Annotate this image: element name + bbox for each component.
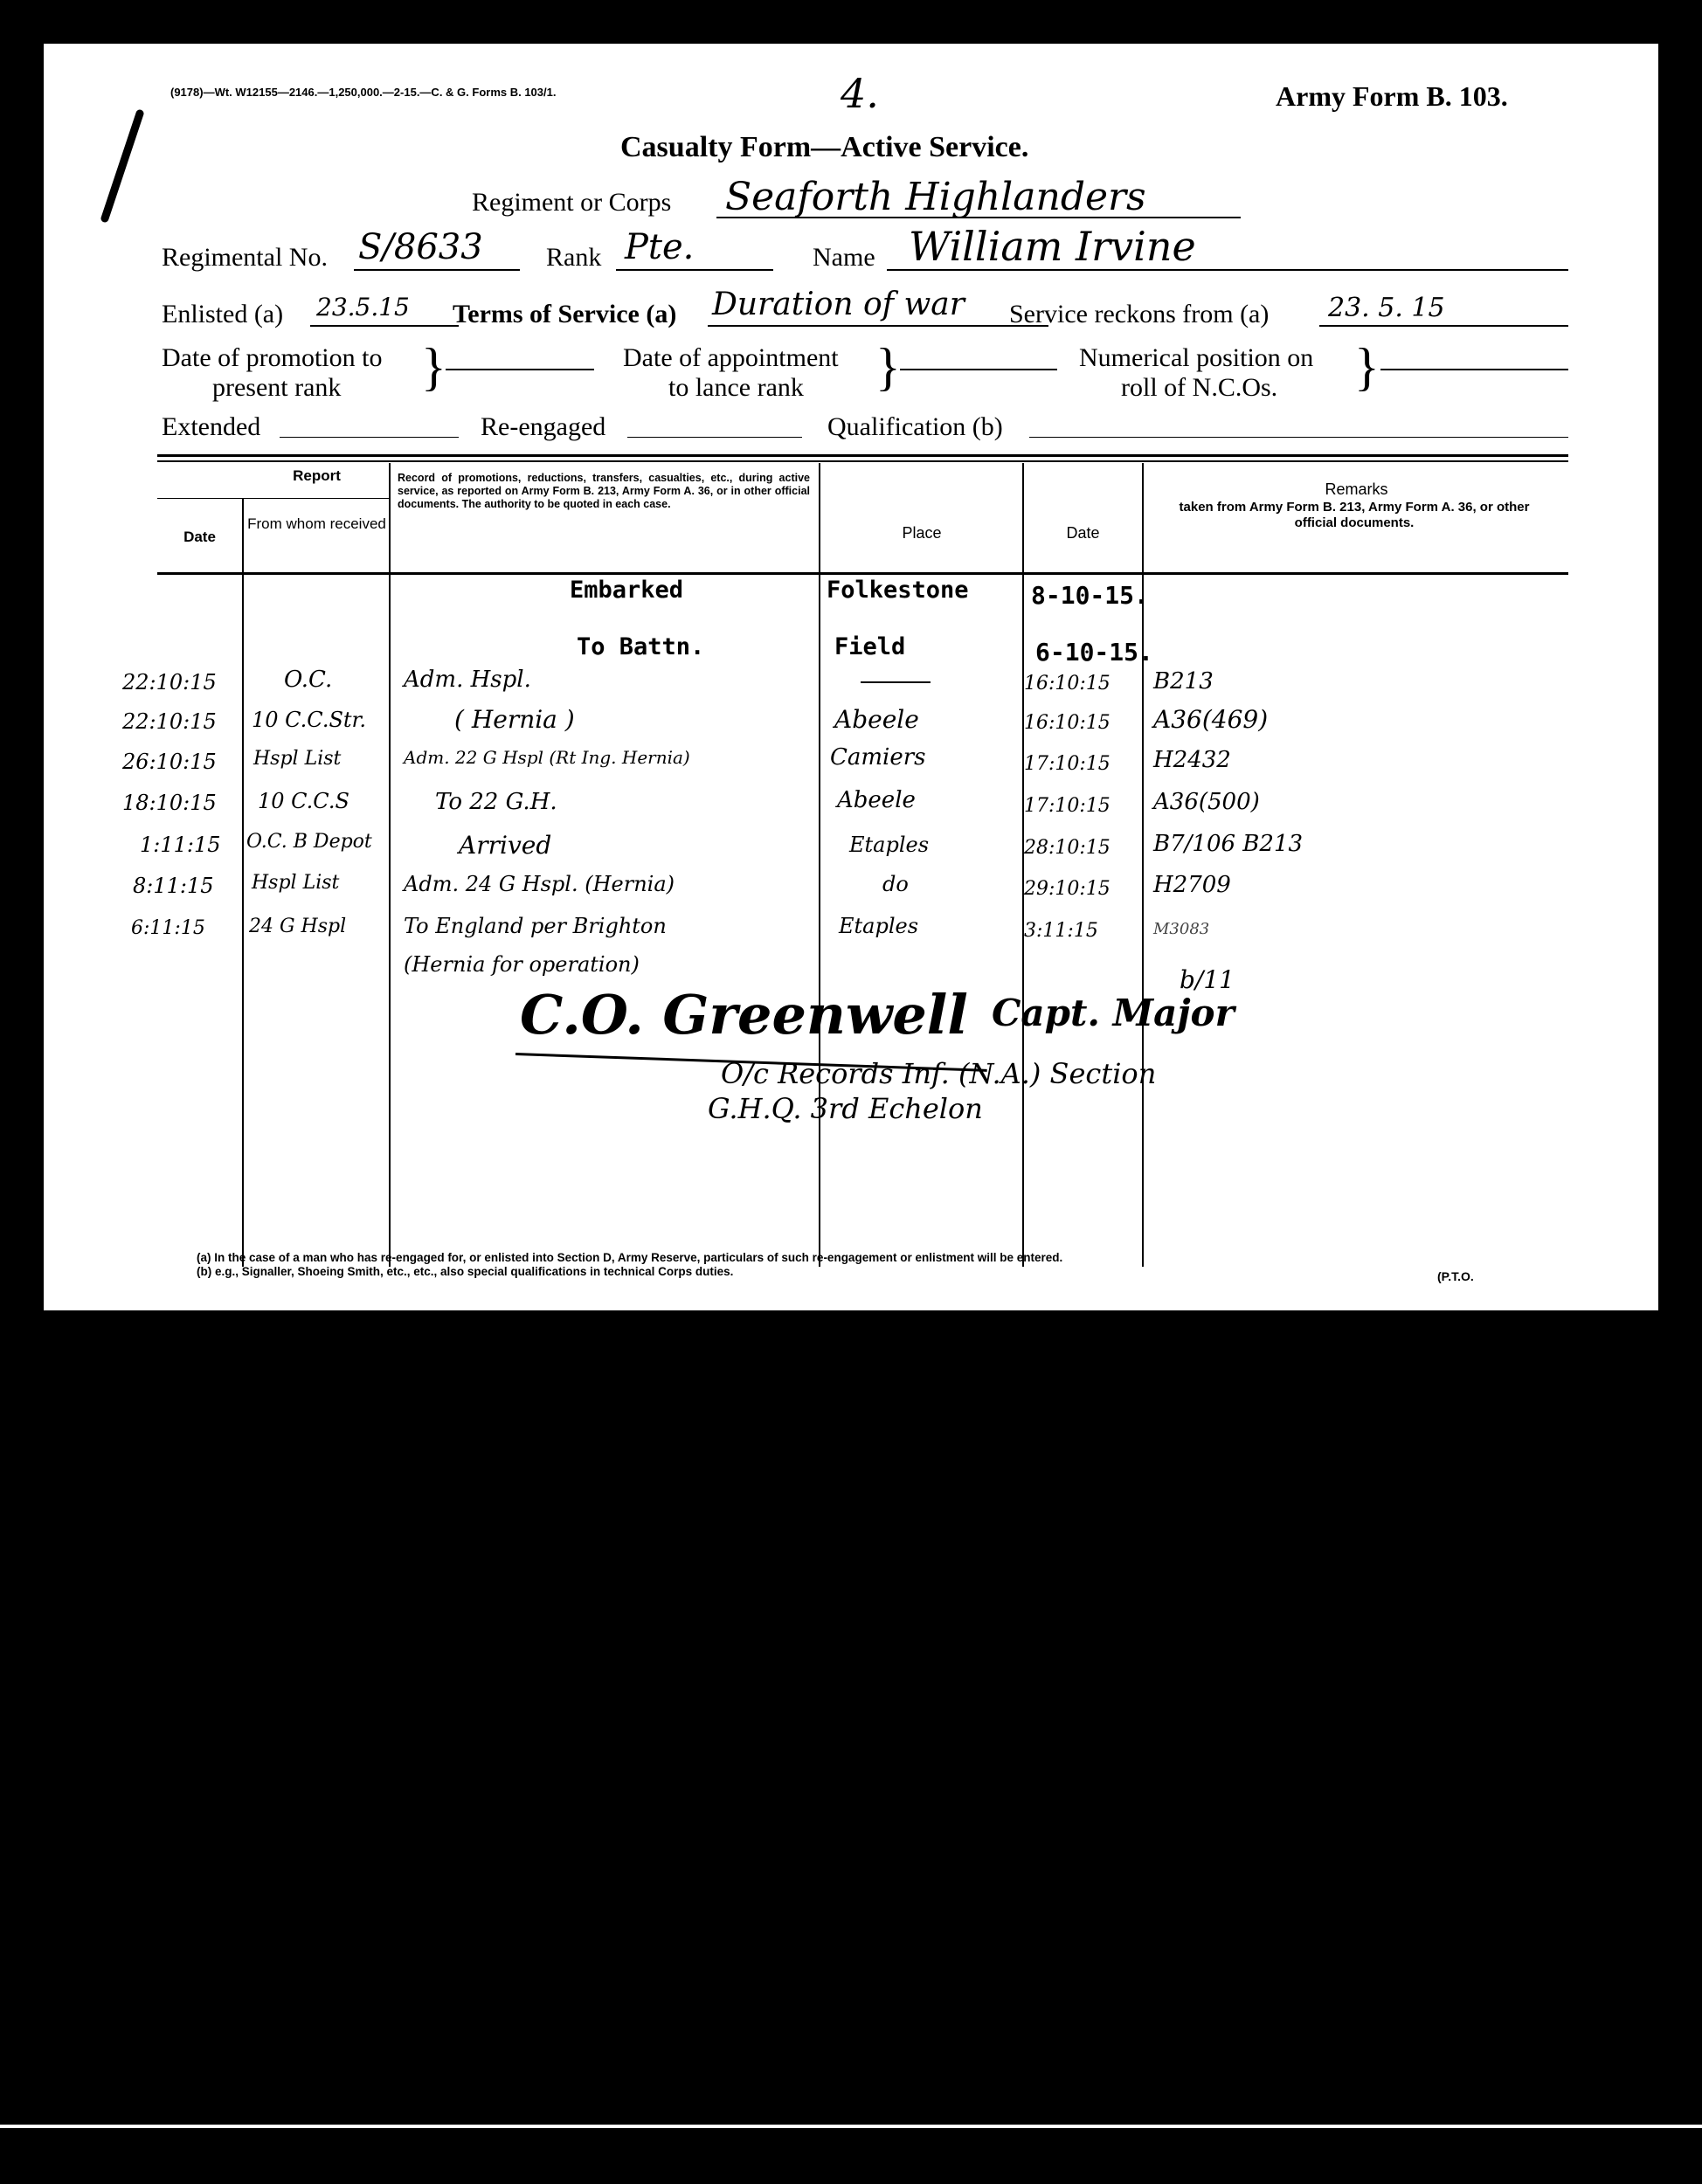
row-from: Hspl List	[252, 872, 340, 894]
qualification-underline	[1029, 437, 1568, 438]
row-from: 10 C.C.S	[258, 789, 349, 813]
col-header-remarks-detail: taken from Army Form B. 213, Army Form A. 36, or other official documents.	[1179, 500, 1530, 530]
row-date: 22:10:15	[122, 709, 217, 734]
regimental-no-underline	[354, 269, 520, 271]
row-remarks: H2432	[1153, 747, 1231, 773]
col-divider-2	[389, 463, 391, 1267]
row-record: Adm. Hspl.	[404, 667, 531, 693]
row-date: 26:10:15	[122, 750, 217, 774]
numerical-label-1: Numerical position on	[1079, 343, 1314, 372]
signature-line-2: G.H.Q. 3rd Echelon	[708, 1092, 983, 1125]
terms-value: Duration of war	[712, 287, 965, 322]
regimental-no-value: S/8633	[358, 227, 483, 267]
row-note: (Hernia for operation)	[404, 952, 640, 977]
typed-date-1: 8-10-15.	[1031, 581, 1149, 610]
col-header-from: From whom received	[247, 515, 386, 532]
typed-record-1: Embarked	[570, 577, 684, 604]
row-date2: 28:10:15	[1024, 837, 1110, 859]
row-date: 22:10:15	[122, 670, 217, 695]
row-date2: 17:10:15	[1024, 753, 1110, 775]
col-header-date: Date	[183, 529, 216, 545]
extended-underline	[280, 437, 459, 438]
terms-underline	[708, 325, 1048, 327]
scan-edge-line	[0, 2125, 1702, 2128]
row-remarks: H2709	[1153, 872, 1231, 898]
numerical-brace: }	[1354, 338, 1380, 396]
row-date: 1:11:15	[140, 833, 221, 857]
rank-underline	[616, 269, 773, 271]
appointment-label-1: Date of appointment	[623, 343, 839, 372]
numerical-label-2: roll of N.C.Os.	[1121, 373, 1278, 402]
enlisted-underline	[310, 325, 459, 327]
page-mark: 4.	[841, 70, 879, 117]
reengaged-label: Re-engaged	[481, 412, 606, 441]
col-header-date2: Date	[1066, 524, 1100, 542]
col-header-record: Record of promotions, reductions, transfers, casualties, etc., during active service, as reported on Army Form B. 213, Army Form A. 36, or in other official documents. The authority to be quoted in each case.	[398, 472, 810, 510]
terms-label: Terms of Service (a)	[453, 300, 677, 328]
row-record: Arrived	[459, 831, 552, 860]
col-divider-4	[1022, 463, 1024, 1267]
form-title: Casualty Form—Active Service.	[620, 131, 1029, 163]
col-divider-1	[242, 498, 244, 1267]
row-remarks: B7/106 B213	[1153, 831, 1304, 857]
footnote-b: (b) e.g., Signaller, Shoeing Smith, etc., etc., also special qualifications in technical Corps duties.	[197, 1265, 734, 1278]
promotion-label-2: present rank	[212, 373, 342, 402]
table-top-rule-2	[157, 460, 1568, 462]
row-date2: 3:11:15	[1024, 920, 1098, 942]
regiment-value: Seaforth Highlanders	[725, 175, 1146, 219]
row-remarks: M3083	[1153, 920, 1210, 938]
row-record: ( Hernia )	[454, 705, 575, 734]
row-place: Camiers	[830, 744, 926, 771]
row-date: 18:10:15	[122, 791, 217, 815]
typed-place-2: Field	[834, 633, 906, 660]
row-date: 6:11:15	[131, 917, 205, 939]
col-divider-3	[819, 463, 820, 1267]
row-from: O.C.	[284, 667, 333, 693]
row-place-dash	[861, 681, 931, 683]
regimental-no-label: Regimental No.	[162, 243, 328, 272]
reengaged-underline	[627, 437, 802, 438]
print-code: (9178)—Wt. W12155—2146.—1,250,000.—2-15.—C. & G. Forms B. 103/1.	[170, 86, 557, 99]
reckons-label: Service reckons from (a)	[1009, 300, 1270, 328]
row-place: do	[882, 872, 909, 896]
enlisted-value: 23.5.15	[316, 293, 410, 321]
appointment-brace: }	[875, 338, 901, 396]
casualty-form-card	[44, 44, 1658, 1310]
row-date2: 29:10:15	[1024, 878, 1110, 900]
row-date2: 16:10:15	[1024, 673, 1110, 695]
margin-stroke	[79, 105, 157, 227]
typed-place-1: Folkestone	[827, 577, 969, 604]
row-from: 10 C.C.Str.	[252, 708, 366, 732]
footnote-pto: (P.T.O.	[1437, 1269, 1474, 1283]
extended-label: Extended	[162, 412, 261, 441]
promotion-underline	[446, 369, 594, 370]
name-label: Name	[813, 243, 875, 272]
typed-record-2: To Battn.	[577, 633, 705, 660]
form-number: Army Form B. 103.	[1276, 80, 1508, 112]
appointment-underline	[900, 369, 1057, 370]
regiment-label: Regiment or Corps	[472, 188, 672, 217]
row-from: Hspl List	[253, 748, 342, 770]
col-header-place: Place	[902, 524, 942, 542]
table-header-rule	[157, 572, 1568, 575]
remark-initial: b/11	[1180, 965, 1235, 994]
report-header: Report	[293, 467, 341, 484]
rank-value: Pte.	[625, 227, 695, 267]
row-record: To England per Brighton	[404, 914, 667, 938]
enlisted-label: Enlisted (a)	[162, 300, 284, 328]
signature-line-1: O/c Records Inf. (N.A.) Section	[721, 1057, 1157, 1090]
name-value: William Irvine	[909, 223, 1196, 270]
typed-date-2: 6-10-15.	[1035, 638, 1153, 667]
report-sub-rule	[157, 498, 389, 499]
qualification-label: Qualification (b)	[827, 412, 1003, 441]
row-record: Adm. 22 G Hspl (Rt Ing. Hernia)	[404, 747, 690, 768]
row-place: Abeele	[834, 705, 919, 734]
signature-name: C.O. Greenwell	[520, 983, 968, 1047]
row-remarks: A36(500)	[1153, 789, 1260, 815]
signature-rank: Capt. Major	[992, 992, 1235, 1034]
row-remarks: B213	[1153, 668, 1214, 695]
row-place: Etaples	[849, 833, 930, 857]
reckons-underline	[1319, 325, 1568, 327]
row-from: O.C. B Depot	[246, 831, 372, 853]
row-remarks: A36(469)	[1153, 705, 1269, 734]
promotion-label-1: Date of promotion to	[162, 343, 383, 372]
promotion-brace: }	[421, 338, 446, 396]
row-record: Adm. 24 G Hspl. (Hernia)	[404, 872, 675, 896]
row-place: Etaples	[839, 914, 919, 938]
row-date2: 16:10:15	[1024, 712, 1110, 734]
reckons-value: 23. 5. 15	[1328, 293, 1445, 323]
row-from: 24 G Hspl	[249, 916, 347, 937]
col-header-remarks: Remarks	[1325, 480, 1388, 498]
row-record: To 22 G.H.	[435, 789, 557, 815]
row-place: Abeele	[837, 787, 916, 813]
row-date: 8:11:15	[133, 874, 214, 898]
table-top-rule	[157, 454, 1568, 457]
row-date2: 17:10:15	[1024, 795, 1110, 817]
appointment-label-2: to lance rank	[668, 373, 804, 402]
numerical-underline	[1380, 369, 1568, 370]
rank-label: Rank	[546, 243, 602, 272]
footnote-a: (a) In the case of a man who has re-engaged for, or enlisted into Section D, Army Reserve, particulars of such re-engagement or enlistment will be entered.	[197, 1251, 1063, 1264]
